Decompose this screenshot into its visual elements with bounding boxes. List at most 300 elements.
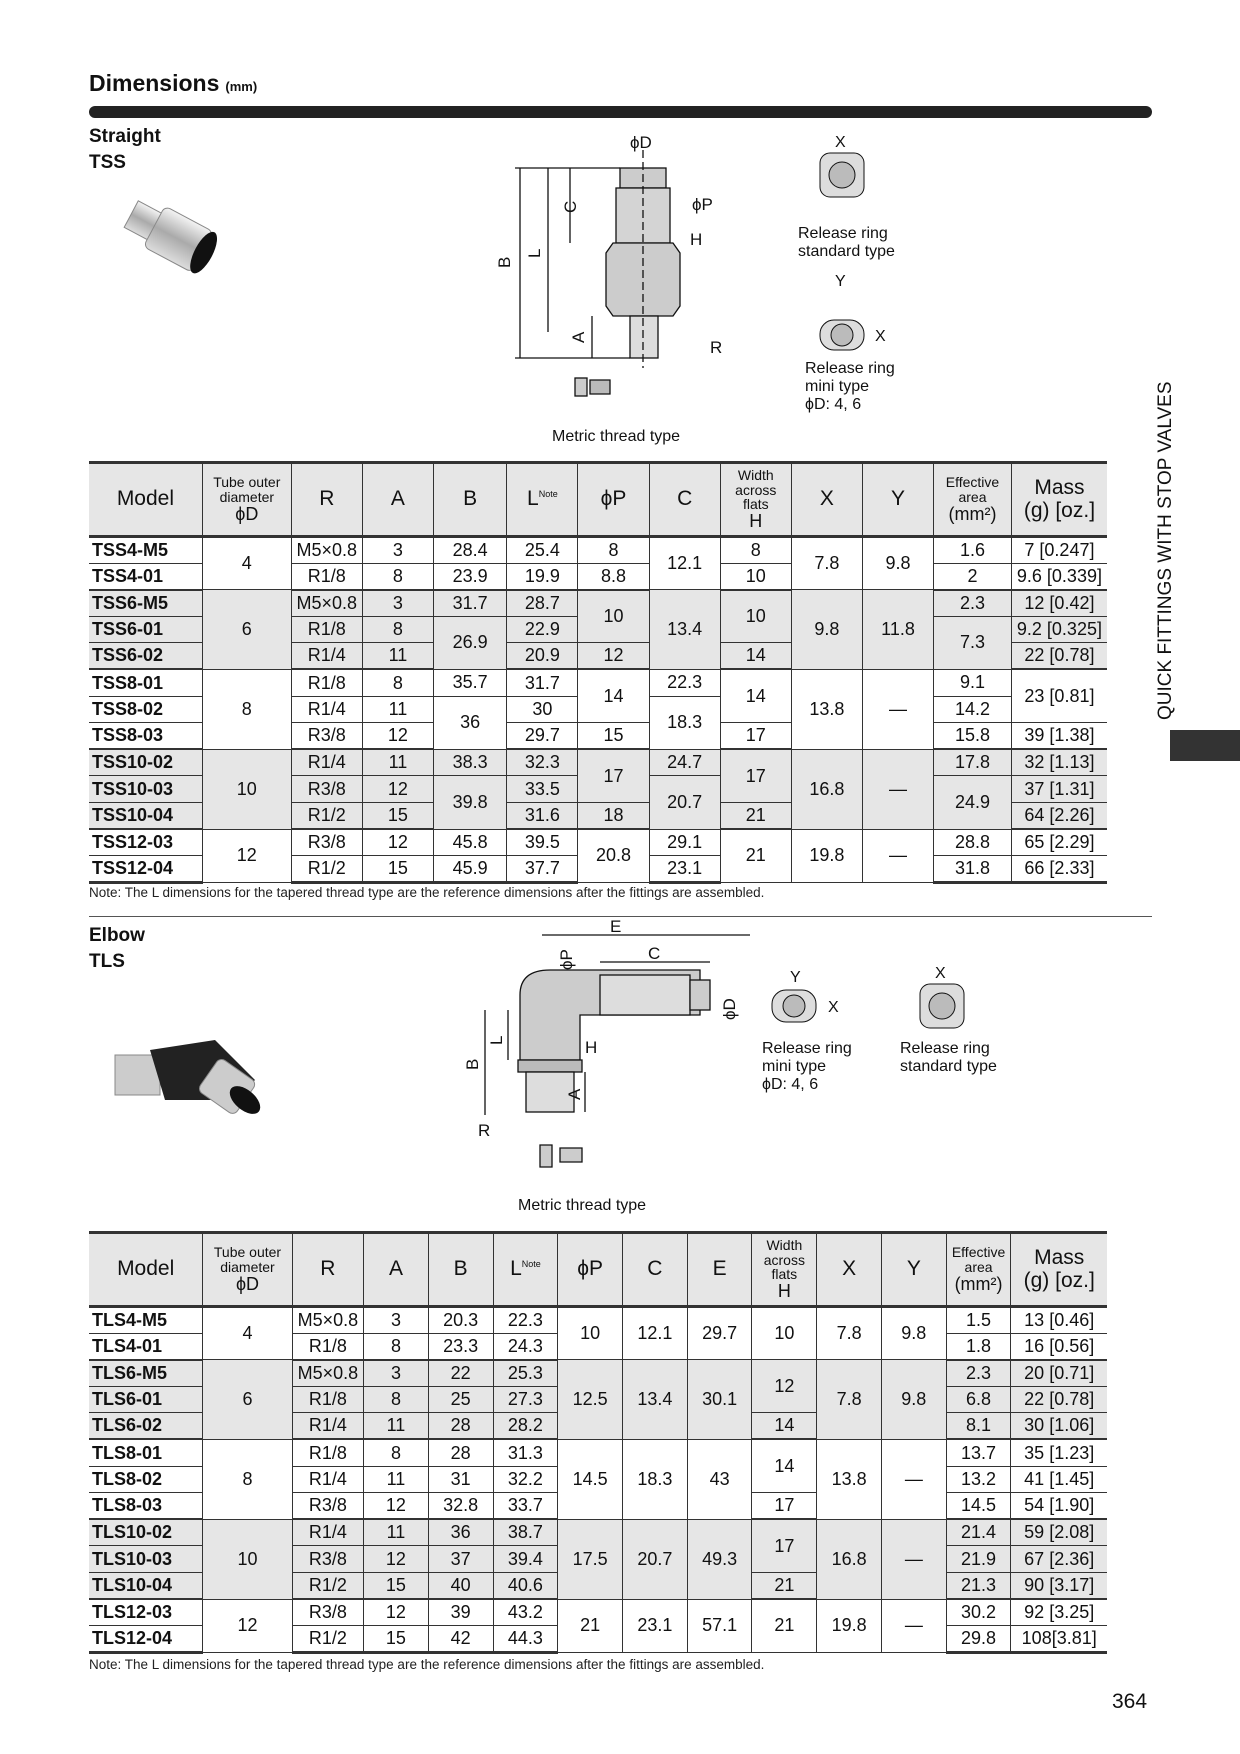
value-cell: 25.4	[507, 537, 578, 564]
value-cell: 40	[428, 1572, 493, 1599]
table-row	[89, 1439, 1107, 1466]
value-cell: 30	[507, 696, 578, 723]
value-cell: M5×0.8	[292, 1307, 363, 1334]
value-cell: 36	[434, 696, 507, 749]
value-cell: 30.1	[687, 1360, 752, 1440]
dim-label-a: A	[569, 331, 588, 343]
column-header	[428, 1233, 493, 1307]
value-cell: 17	[752, 1493, 817, 1520]
value-cell: 14	[720, 643, 791, 670]
ring-mini-x: X	[875, 328, 886, 345]
value-cell: 12	[752, 1360, 817, 1413]
value-cell: 28.2	[493, 1413, 558, 1440]
value-cell: 7 [0.247]	[1011, 537, 1107, 564]
value-cell: R1/2	[291, 856, 362, 883]
header-line: Effective	[945, 474, 1000, 491]
header-line: across	[735, 481, 777, 498]
header-line: A	[388, 1257, 403, 1281]
value-cell: 6	[202, 590, 291, 670]
value-cell: 30 [1.06]	[1011, 1413, 1107, 1440]
dim-label-d: ϕD	[630, 133, 652, 152]
model-cell: TLS10-02	[89, 1519, 203, 1546]
column-header	[89, 463, 202, 537]
model-cell: TLS6-02	[89, 1413, 203, 1440]
value-cell: 23.1	[649, 856, 720, 883]
header-line: Tube outer	[213, 474, 281, 491]
value-cell: 15	[364, 1626, 429, 1653]
value-cell: —	[862, 829, 933, 882]
metric-thread-caption: Metric thread type	[552, 428, 681, 445]
value-cell: 2.3	[946, 1360, 1011, 1387]
dim-label-e: E	[610, 920, 622, 936]
value-cell: 8	[364, 1386, 429, 1413]
value-cell: 29.1	[649, 829, 720, 856]
value-cell: 10	[752, 1307, 817, 1360]
value-cell: 14	[752, 1439, 817, 1492]
header-line: A	[390, 487, 405, 511]
value-cell: 22.9	[507, 616, 578, 643]
value-cell: 9.6 [0.339]	[1011, 563, 1107, 590]
value-cell: 21	[752, 1599, 817, 1652]
value-cell: 11	[364, 1519, 429, 1546]
value-cell: 28.7	[507, 590, 578, 617]
dim-label-h: H	[690, 230, 703, 249]
value-cell: 12	[203, 1599, 292, 1652]
value-cell: 3	[364, 1307, 429, 1334]
value-cell: 19.9	[507, 563, 578, 590]
model-series: TLS	[89, 951, 125, 972]
column-header	[291, 463, 362, 537]
value-cell: 22.3	[493, 1307, 558, 1334]
title-text: Dimensions	[89, 70, 220, 96]
value-cell: 12.1	[623, 1307, 688, 1360]
value-cell: 8	[362, 669, 433, 696]
value-cell: 12.5	[558, 1360, 623, 1440]
side-tab-label: QUICK FITTINGS WITH STOP VALVES	[1155, 381, 1176, 720]
value-cell: 16.8	[817, 1519, 882, 1599]
value-cell: 9.8	[881, 1307, 946, 1360]
page-title	[89, 70, 257, 97]
tss-dimension-drawing	[480, 128, 930, 448]
ring-std-x: X	[835, 134, 846, 151]
value-cell: 20.7	[649, 776, 720, 829]
value-cell: 37	[428, 1546, 493, 1573]
dim-label-h: H	[585, 1038, 598, 1057]
column-header	[558, 1233, 623, 1307]
column-header	[1011, 463, 1107, 537]
value-cell: 7.8	[817, 1307, 882, 1360]
model-cell: TSS8-03	[89, 723, 202, 750]
value-cell: 8	[578, 537, 649, 564]
header-line: (g) [oz.]	[1023, 498, 1096, 522]
header-line: R	[320, 1257, 336, 1281]
value-cell: 44.3	[493, 1626, 558, 1653]
value-cell: 8	[203, 1439, 292, 1519]
value-cell: 3	[362, 537, 433, 564]
value-cell: 14.5	[558, 1439, 623, 1519]
value-cell: 22.3	[649, 669, 720, 696]
value-cell: 12	[362, 776, 433, 803]
model-cell: TSS6-02	[89, 643, 202, 670]
value-cell: 23 [0.81]	[1011, 669, 1107, 722]
value-cell: 36	[428, 1519, 493, 1546]
table-row	[89, 669, 1107, 696]
table-row	[89, 590, 1107, 617]
value-cell: 22 [0.78]	[1011, 1386, 1107, 1413]
value-cell: R1/8	[292, 1333, 363, 1360]
value-cell: 8	[362, 563, 433, 590]
column-header	[720, 463, 791, 537]
model-series: TSS	[89, 152, 126, 173]
value-cell: —	[881, 1439, 946, 1519]
value-cell: 9.1	[934, 669, 1012, 696]
column-header	[791, 463, 862, 537]
header-line: ϕP	[600, 487, 627, 511]
value-cell: 21.3	[946, 1572, 1011, 1599]
value-cell: 18	[578, 802, 649, 829]
model-cell: TSS8-02	[89, 696, 202, 723]
header-line: ϕP	[577, 1257, 604, 1281]
value-cell: 13.8	[817, 1439, 882, 1519]
dim-label-r: R	[710, 338, 723, 357]
value-cell: 17	[720, 749, 791, 802]
value-cell: 31	[428, 1466, 493, 1493]
header-line: $L^{Note}$	[510, 1257, 541, 1281]
ring-mini-caption: ϕD: 4, 6	[805, 396, 862, 413]
value-cell: 25	[428, 1386, 493, 1413]
value-cell: 4	[202, 537, 291, 590]
value-cell: 35 [1.23]	[1011, 1439, 1107, 1466]
value-cell: 90 [3.17]	[1011, 1572, 1107, 1599]
value-cell: 4	[203, 1307, 292, 1360]
value-cell: 67 [2.36]	[1011, 1546, 1107, 1573]
model-cell: TLS12-03	[89, 1599, 203, 1626]
value-cell: 39 [1.38]	[1011, 723, 1107, 750]
value-cell: 28	[428, 1439, 493, 1466]
ring-std-caption: Release ring	[900, 1040, 990, 1057]
tls-note: Note: The L dimensions for the tapered thread type are the reference dimensions after the fittings are assembled.	[89, 1657, 765, 1672]
value-cell: 3	[364, 1360, 429, 1387]
header-line: Y	[906, 1257, 921, 1281]
column-header	[752, 1233, 817, 1307]
table-row	[89, 537, 1107, 564]
value-cell: 108[3.81]	[1011, 1626, 1107, 1653]
header-line: C	[647, 1257, 663, 1281]
value-cell: 92 [3.25]	[1011, 1599, 1107, 1626]
header-line: flats	[742, 496, 769, 513]
value-cell: 37.7	[507, 856, 578, 883]
header-line: Tube outer	[213, 1244, 282, 1261]
value-cell: 27.3	[493, 1386, 558, 1413]
value-cell: —	[862, 749, 933, 829]
value-cell: R3/8	[291, 723, 362, 750]
table-row	[89, 1360, 1107, 1387]
value-cell: 8	[362, 616, 433, 643]
value-cell: 11	[362, 749, 433, 776]
header-line: H	[777, 1281, 791, 1302]
value-cell: 6.8	[946, 1386, 1011, 1413]
metric-thread-caption: Metric thread type	[518, 1197, 647, 1214]
value-cell: 45.8	[434, 829, 507, 856]
value-cell: 13.4	[649, 590, 720, 670]
value-cell: 39.5	[507, 829, 578, 856]
model-cell: TSS6-M5	[89, 590, 202, 617]
header-line: Model	[117, 1257, 175, 1281]
dim-label-a: A	[565, 1088, 584, 1100]
column-header	[881, 1233, 946, 1307]
value-cell: 23.3	[428, 1333, 493, 1360]
value-cell: R3/8	[292, 1546, 363, 1573]
value-cell: 9.8	[881, 1360, 946, 1440]
title-rule	[89, 106, 1152, 118]
header-line: ϕD	[235, 503, 259, 524]
header-line: B	[453, 1257, 468, 1281]
value-cell: 29.8	[946, 1626, 1011, 1653]
column-header	[578, 463, 649, 537]
value-cell: 33.7	[493, 1493, 558, 1520]
value-cell: R3/8	[292, 1493, 363, 1520]
value-cell: 21	[720, 802, 791, 829]
value-cell: 37 [1.31]	[1011, 776, 1107, 803]
header-line: (g) [oz.]	[1023, 1268, 1095, 1292]
model-cell: TLS10-03	[89, 1546, 203, 1573]
value-cell: 31.3	[493, 1439, 558, 1466]
value-cell: R1/2	[292, 1626, 363, 1653]
side-tab-marker	[1170, 730, 1240, 761]
model-cell: TSS6-01	[89, 616, 202, 643]
table-row	[89, 829, 1107, 856]
value-cell: 1.6	[934, 537, 1012, 564]
value-cell: 2	[934, 563, 1012, 590]
value-cell: 30.2	[946, 1599, 1011, 1626]
header-line: R	[319, 487, 335, 511]
dim-label-l: L	[487, 1035, 506, 1045]
unit-label: (mm)	[225, 79, 258, 94]
table-row	[89, 1519, 1107, 1546]
header-line: Model	[116, 487, 175, 511]
value-cell: 29.7	[687, 1307, 752, 1360]
value-cell: 49.3	[687, 1519, 752, 1599]
value-cell: 31.7	[434, 590, 507, 617]
value-cell: 14	[578, 669, 649, 722]
value-cell: 38.7	[493, 1519, 558, 1546]
value-cell: R1/4	[291, 696, 362, 723]
value-cell: 24.3	[493, 1333, 558, 1360]
value-cell: 64 [2.26]	[1011, 802, 1107, 829]
value-cell: 8	[720, 537, 791, 564]
column-header	[202, 463, 291, 537]
value-cell: 11.8	[862, 590, 933, 670]
ring-mini-caption: Release ring	[762, 1040, 852, 1057]
header-line: Width	[737, 467, 774, 484]
value-cell: 11	[364, 1413, 429, 1440]
value-cell: 8	[202, 669, 291, 749]
ring-std-caption: standard type	[900, 1058, 997, 1075]
value-cell: 65 [2.29]	[1011, 829, 1107, 856]
header-line: area	[964, 1259, 993, 1276]
model-cell: TSS10-04	[89, 802, 202, 829]
value-cell: 20.8	[578, 829, 649, 882]
value-cell: R3/8	[291, 776, 362, 803]
value-cell: 43.2	[493, 1599, 558, 1626]
value-cell: 31.6	[507, 802, 578, 829]
header-line: X	[842, 1257, 857, 1281]
value-cell: R1/8	[291, 563, 362, 590]
model-cell: TLS6-M5	[89, 1360, 203, 1387]
value-cell: 39	[428, 1599, 493, 1626]
value-cell: 17	[720, 723, 791, 750]
value-cell: 22 [0.78]	[1011, 643, 1107, 670]
tss-note: Note: The L dimensions for the tapered thread type are the reference dimensions after the fittings are assembled.	[89, 885, 765, 900]
ring-std-caption: Release ring	[798, 225, 888, 242]
dim-label-b: B	[495, 256, 514, 268]
value-cell: 21	[720, 829, 791, 882]
value-cell: 12	[362, 829, 433, 856]
column-header	[934, 463, 1012, 537]
model-cell: TLS8-02	[89, 1466, 203, 1493]
value-cell: 38.3	[434, 749, 507, 776]
ring-mini-x: X	[828, 999, 839, 1016]
header-line: (mm²)	[954, 1273, 1003, 1294]
value-cell: R1/2	[291, 802, 362, 829]
ring-mini-caption: ϕD: 4, 6	[762, 1076, 819, 1093]
value-cell: 10	[202, 749, 291, 829]
header-line: B	[463, 487, 478, 511]
value-cell: 13.8	[791, 669, 862, 749]
model-cell: TSS10-02	[89, 749, 202, 776]
value-cell: R3/8	[292, 1599, 363, 1626]
model-cell: TSS4-M5	[89, 537, 202, 564]
value-cell: 12	[364, 1493, 429, 1520]
dim-label-c: C	[648, 944, 661, 963]
column-header	[203, 1233, 292, 1307]
value-cell: M5×0.8	[291, 537, 362, 564]
model-cell: TLS4-01	[89, 1333, 203, 1360]
value-cell: 15	[362, 802, 433, 829]
elbow-heading	[89, 923, 145, 975]
value-cell: 8	[364, 1333, 429, 1360]
header-line: area	[958, 489, 987, 506]
note-marker: Note	[521, 1259, 541, 1270]
value-cell: 12.1	[649, 537, 720, 590]
value-cell: 8	[364, 1439, 429, 1466]
value-cell: R1/8	[292, 1386, 363, 1413]
tls-dimension-drawing	[450, 920, 1030, 1220]
value-cell: 24.9	[934, 776, 1012, 829]
header-line: E	[712, 1257, 727, 1281]
value-cell: 32.8	[428, 1493, 493, 1520]
value-cell: 14	[752, 1413, 817, 1440]
header-line: Effective	[951, 1244, 1006, 1261]
dim-label-l: L	[525, 248, 544, 258]
header-line: across	[763, 1251, 805, 1268]
value-cell: 16 [0.56]	[1011, 1333, 1107, 1360]
dim-label-d: ϕD	[720, 998, 739, 1020]
column-header	[649, 463, 720, 537]
dim-label-r: R	[478, 1121, 491, 1140]
header-line: Mass	[1034, 1246, 1085, 1270]
value-cell: 1.8	[946, 1333, 1011, 1360]
value-cell: 21.4	[946, 1519, 1011, 1546]
header-line: Y	[891, 487, 906, 511]
value-cell: 39.8	[434, 776, 507, 829]
value-cell: 12	[364, 1599, 429, 1626]
tls-product-photo	[105, 1020, 265, 1125]
value-cell: R1/4	[292, 1413, 363, 1440]
value-cell: 11	[362, 696, 433, 723]
table-row	[89, 1599, 1107, 1626]
value-cell: 8.8	[578, 563, 649, 590]
model-cell: TSS12-03	[89, 829, 202, 856]
model-cell: TLS12-04	[89, 1626, 203, 1653]
header-line: (mm²)	[948, 503, 997, 524]
ring-mini-y: Y	[790, 969, 801, 986]
value-cell: 19.8	[817, 1599, 882, 1652]
value-cell: 23.9	[434, 563, 507, 590]
column-header	[687, 1233, 752, 1307]
value-cell: 31.7	[507, 669, 578, 696]
header-line: C	[677, 487, 693, 511]
value-cell: 17.5	[558, 1519, 623, 1599]
value-cell: R1/2	[292, 1572, 363, 1599]
value-cell: 14.2	[934, 696, 1012, 723]
model-cell: TLS4-M5	[89, 1307, 203, 1334]
value-cell: 20.3	[428, 1307, 493, 1334]
section-title: Elbow	[89, 925, 145, 946]
value-cell: R1/4	[292, 1466, 363, 1493]
value-cell: 6	[203, 1360, 292, 1440]
ring-mini-caption: mini type	[805, 378, 870, 395]
value-cell: 26.9	[434, 616, 507, 669]
model-cell: TLS10-04	[89, 1572, 203, 1599]
value-cell: 13 [0.46]	[1011, 1307, 1107, 1334]
value-cell: 12	[364, 1546, 429, 1573]
ring-std-caption: standard type	[798, 243, 895, 260]
value-cell: 10	[578, 590, 649, 643]
ring-std-x: X	[935, 965, 946, 982]
value-cell: 2.3	[934, 590, 1012, 617]
value-cell: 21	[558, 1599, 623, 1652]
value-cell: R1/4	[292, 1519, 363, 1546]
model-cell: TSS8-01	[89, 669, 202, 696]
column-header	[292, 1233, 363, 1307]
value-cell: 10	[558, 1307, 623, 1360]
column-header	[507, 463, 578, 537]
column-header	[946, 1233, 1011, 1307]
value-cell: 10	[720, 590, 791, 643]
header-line: diameter	[219, 489, 275, 506]
value-cell: 23.1	[623, 1599, 688, 1652]
ring-mini-caption: Release ring	[805, 360, 895, 377]
value-cell: 41 [1.45]	[1011, 1466, 1107, 1493]
value-cell: 7.8	[791, 537, 862, 590]
value-cell: 21	[752, 1572, 817, 1599]
value-cell: 32 [1.13]	[1011, 749, 1107, 776]
value-cell: 31.8	[934, 856, 1012, 883]
model-cell: TSS4-01	[89, 563, 202, 590]
value-cell: 66 [2.33]	[1011, 856, 1107, 883]
header-line: Mass	[1034, 476, 1085, 500]
value-cell: 10	[720, 563, 791, 590]
model-cell: TSS12-04	[89, 856, 202, 883]
value-cell: 8.1	[946, 1413, 1011, 1440]
column-header	[493, 1233, 558, 1307]
value-cell: 12	[362, 723, 433, 750]
value-cell: —	[881, 1599, 946, 1652]
value-cell: 20.7	[623, 1519, 688, 1599]
column-header	[364, 1233, 429, 1307]
column-header	[623, 1233, 688, 1307]
